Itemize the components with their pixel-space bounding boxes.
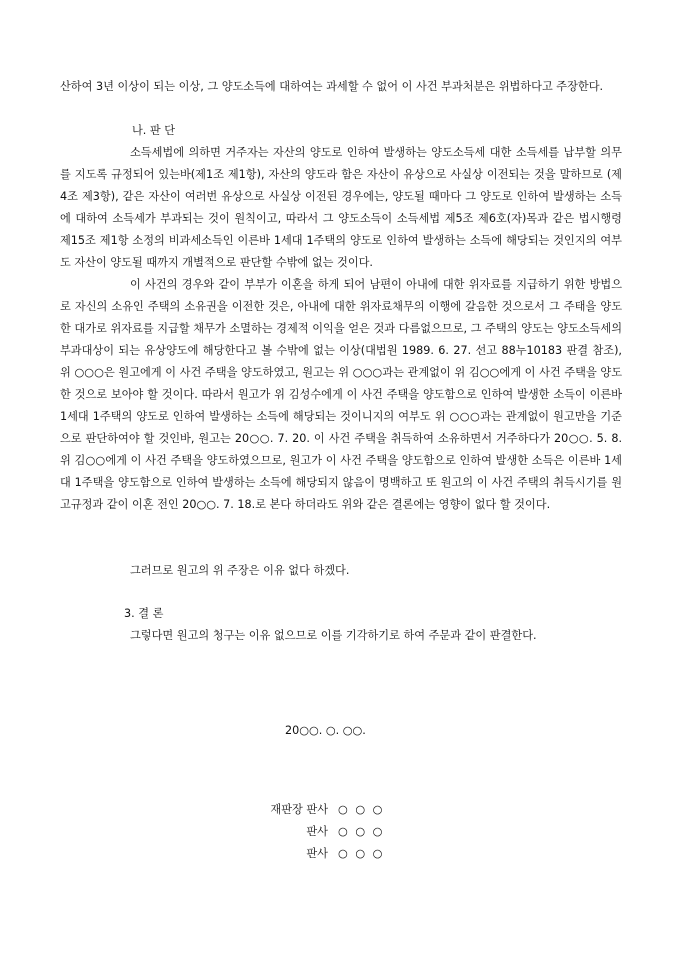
heading-judgment: 나. 판 단 <box>132 124 176 137</box>
judge-role: 재판장 판사 <box>270 803 328 816</box>
heading-conclusion: 3. 결 론 <box>124 607 164 620</box>
conclusion-paragraph: 그렇다면 원고의 청구는 이유 없으므로 이를 기각하기로 하여 주문과 같이 판결한다. <box>130 629 537 642</box>
law-paragraph: 소득세법에 의하면 거주자는 자산의 양도로 인하여 발생하는 양도소득세 대한 소득세를 납부할 의무를 지도록 규정되어 있는바(제1조 제1항), 자산의 양도라 함은 자산이 유상으로 사실상 이전되는 것을 말하므로 (제4조 제3항), 같은 자산이 여러번 유상으로 사실상 이전된 경우에는, 양도될 때마다 그 양도로 인하여 발생하는 소득에 대하여 소득세가 부과되는 것이 원칙이고, 따라서 그 양도소득이 소득세법 제5조 제6호(자)목과 같은 법시행령 제15조 제1항 소정의 비과세소득인 이른바 1세대 1주택의 양도로 인하여 발생하는 소득에 해당되는 것인지의 여부도 자산이 양도될 때까지 개별적으로 판단할 수밖에 없는 것이다. <box>60 146 622 269</box>
associate-judge-signature <box>258 843 418 865</box>
intro-paragraph: 산하여 3년 이상이 되는 이상, 그 양도소득에 대하여는 과세할 수 없어 이 사건 부과처분은 위법하다고 주장한다. <box>60 80 604 93</box>
judge-name: ○ ○ ○ <box>338 825 383 838</box>
judge-name: ○ ○ ○ <box>338 803 383 816</box>
therefore-paragraph: 그러므로 원고의 위 주장은 이유 없다 하겠다. <box>130 564 350 577</box>
judge-role: 판사 <box>306 825 328 838</box>
case-paragraph: 이 사건의 경우와 같이 부부가 이혼을 하게 되어 남편이 아내에 대한 위자료를 지급하기 위한 방법으로 자신의 소유인 주택의 소유권을 이전한 것은, 아내에 대한 위자료채무의 이행에 갈음한 것으로서 그 주태을 양도한 대가로 위자료를 지급할 채무가 소멸하는 경제적 이익을 얻은 것과 다름없으므로, 그 주택의 양도는 양도소득세의 부과대상이 되는 유상양도에 해당한다고 볼 수밖에 없는 이상(대법원 1989. 6. 27. 선고 88누10183 판결 참조), 위 ○○○은 원고에게 이 사건 주택을 양도하였고, 원고는 위 ○○○과는 관계없이 위 김○○에게 이 사건 주택을 양도한 것으로 보아야 할 것이다. 따라서 원고가 위 김성수에게 이 사건 주택을 양도함으로 인하여 발생한 소득이 이른바 1세대 1주택의 양도로 인하여 발생하는 소득에 해당되는 것이니지의 여부도 위 ○○○과는 관계없이 원고만을 기준으로 판단하여야 할 것인바, 원고는 20○○. 7. 20. 이 사건 주택을 취득하여 소유하면서 거주하다가 20○○. 5. 8. 위 김○○에게 이 사건 주택을 양도하였으므로, 원고가 이 사건 주택을 양도함으로 인하여 발생한 소득은 이른바 1세대 1주택을 양도함으로 인하여 발생하는 소득에 해당되지 않음이 명백하고 또 원고의 이 사건 주택의 취득시기를 원고규정과 같이 이혼 전인 20○○. 7. 18.로 본다 하더라도 위와 같은 결론에는 영향이 없다 할 것이다. <box>60 278 622 511</box>
judge-name: ○ ○ ○ <box>338 847 383 860</box>
judge-role: 판사 <box>306 847 328 860</box>
presiding-judge-signature <box>258 799 418 821</box>
judgment-date: 20○○. ○. ○○. <box>285 724 366 737</box>
associate-judge-signature <box>258 821 418 843</box>
